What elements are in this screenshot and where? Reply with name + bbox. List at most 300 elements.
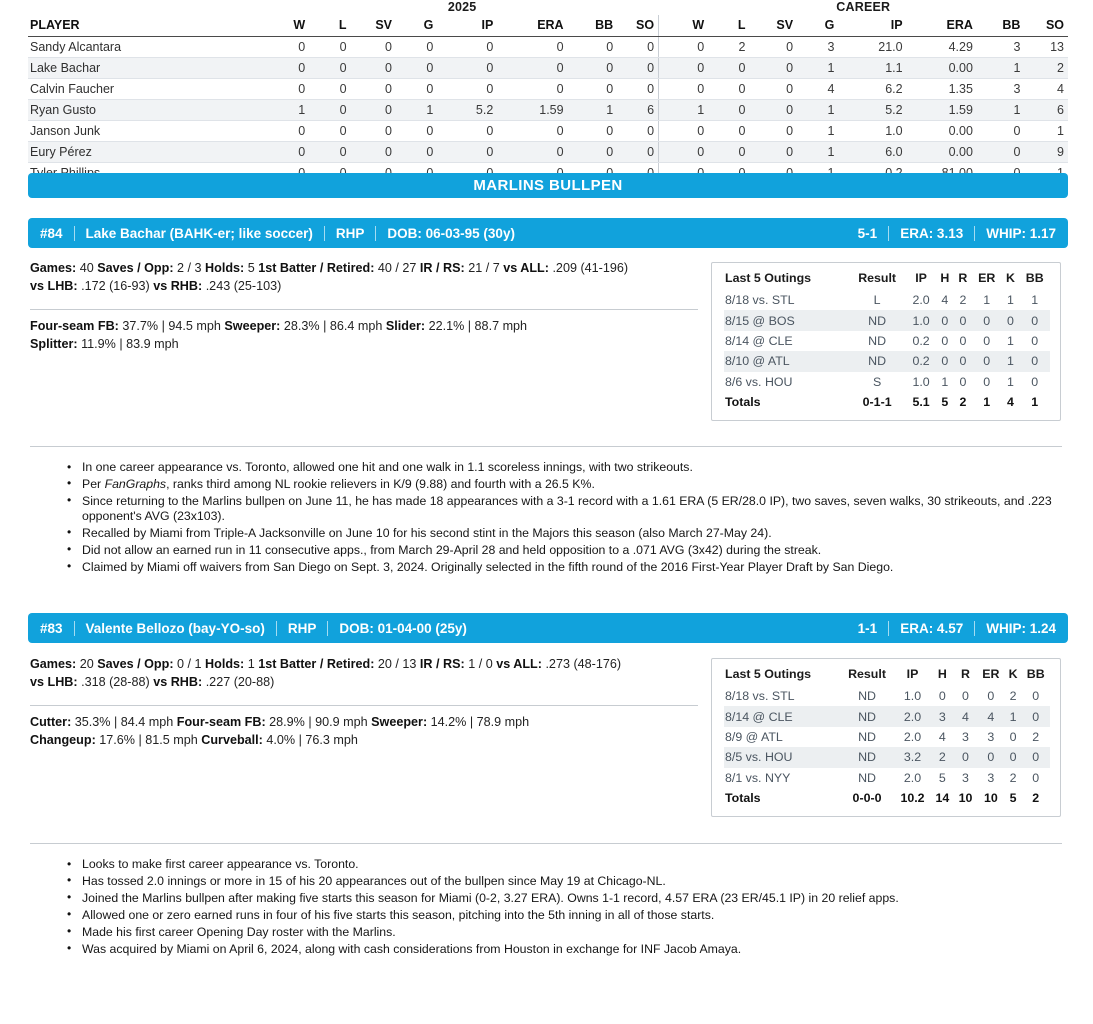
cell-career-g: 4 <box>797 79 838 100</box>
separator <box>324 226 325 241</box>
separator <box>974 226 975 241</box>
outings-col-h: H <box>937 667 947 681</box>
cell-2025-ip: 0 <box>437 121 497 142</box>
cell-career-g: 3 <box>797 37 838 58</box>
outing-cell: 8/15 @ BOS <box>724 310 848 330</box>
outings-col-er: ER <box>978 271 996 285</box>
outing-cell: 1 <box>1031 293 1039 308</box>
outing-row <box>724 727 1050 747</box>
outings-total-cell: 2 <box>954 392 972 412</box>
stat-label: Curveball: <box>201 732 267 747</box>
outing-cell: 0 <box>959 374 967 389</box>
outings-col-ip: IP <box>915 271 927 285</box>
separator <box>327 621 328 636</box>
table-row <box>28 142 1068 163</box>
cell-career-era: 0.00 <box>907 58 977 79</box>
separator <box>375 226 376 241</box>
stat-label: Splitter: <box>30 336 82 351</box>
list-item: • Claimed by Miami off waivers from San Diego on Sept. 3, 2024. Originally selected in the fifth round of the 2016 First-Year Player Draft by San Diego. <box>80 560 1062 575</box>
outing-cell: 0 <box>941 333 949 348</box>
cell-career-bb: 1 <box>977 100 1025 121</box>
cell-career-w: 0 <box>659 37 709 58</box>
cell-2025-l: 0 <box>309 79 350 100</box>
player-whip: WHIP: 1.24 <box>986 620 1056 636</box>
separator <box>888 621 889 636</box>
cell-2025-w: 1 <box>266 100 309 121</box>
cell-career-ip: 1.0 <box>838 121 906 142</box>
cell-career-ip: 21.0 <box>838 37 906 58</box>
player-whip: WHIP: 1.17 <box>986 225 1056 241</box>
cell-career-sv: 0 <box>750 121 798 142</box>
stat-value: 2 / 3 <box>177 261 206 275</box>
cell-2025-bb: 0 <box>568 121 618 142</box>
section-header-2025: 2025 <box>447 0 477 14</box>
outing-cell: 4 <box>954 706 977 726</box>
outing-row <box>724 372 1050 392</box>
col-2025-era: ERA <box>497 15 567 37</box>
stat-label: Holds: <box>205 261 248 275</box>
outings-header-row <box>724 269 1050 290</box>
cell-2025-sv: 0 <box>351 79 396 100</box>
cell-career-so: 4 <box>1024 79 1068 100</box>
outing-cell: ND <box>840 747 894 767</box>
cell-career-l: 0 <box>708 100 749 121</box>
cell-career-ip: 6.0 <box>838 142 906 163</box>
cell-2025-ip: 0 <box>437 37 497 58</box>
player-dob: DOB: 06-03-95 (30y) <box>387 225 515 241</box>
outings-total-cell: 0-0-0 <box>840 788 894 808</box>
cell-2025-l: 0 <box>309 58 350 79</box>
outing-cell: 1 <box>983 293 991 308</box>
cell-2025-l: 0 <box>309 37 350 58</box>
cell-2025-ip: 0 <box>437 58 497 79</box>
outing-cell: 8/10 @ ATL <box>724 351 848 371</box>
stat-value: 40 / 27 <box>377 261 420 275</box>
last-5-outings-table-bachar <box>711 262 1061 421</box>
outing-cell: 0 <box>1031 333 1039 348</box>
section-banner-marlins-bullpen <box>28 173 1068 198</box>
cell-2025-bb: 0 <box>568 142 618 163</box>
list-item: • Did not allow an earned run in 11 consecutive apps., from March 29-April 28 and held opposition to a .071 AVG (3x42) during the streak. <box>80 543 1062 558</box>
outing-cell: 8/14 @ CLE <box>725 333 793 348</box>
cell-2025-era: 0 <box>497 142 567 163</box>
outings-table <box>724 665 1050 808</box>
outing-cell: 4 <box>977 706 1005 726</box>
outing-row <box>724 310 1050 330</box>
outings-col-ip: IP <box>906 667 919 681</box>
outings-col-er: ER <box>982 667 1000 681</box>
cell-2025-bb: 0 <box>568 79 618 100</box>
outings-total-cell: Totals <box>724 788 840 808</box>
player-name: Valente Bellozo (bay-YO-so) <box>85 620 265 636</box>
outing-cell: 0 <box>972 351 1002 371</box>
cell-2025-sv: 0 <box>351 121 396 142</box>
outings-col-last-5-outings: Last 5 Outings <box>725 667 812 681</box>
outing-cell: 0 <box>936 351 954 371</box>
separator <box>276 621 277 636</box>
stat-value: .209 (41-196) <box>552 261 629 275</box>
outing-cell: ND <box>858 689 876 704</box>
player-number: #84 <box>40 225 63 241</box>
col-2025-bb: BB <box>568 15 618 37</box>
cell-career-l: 0 <box>708 121 749 142</box>
stat-label: Sweeper: <box>224 319 284 333</box>
stat-value: 37.7% | 94.5 mph <box>122 319 225 333</box>
cell-career-so: 13 <box>1024 37 1068 58</box>
list-item: • Recalled by Miami from Triple-A Jacksonville on June 10 for his second stint in the Majors this season (also March 27-May 24). <box>80 526 1062 541</box>
outings-totals-row <box>724 392 1050 412</box>
outing-cell: 0 <box>936 310 954 330</box>
cell-2025-era: 0 <box>497 37 567 58</box>
outing-cell: 1 <box>1001 351 1019 371</box>
outings-header-row <box>724 665 1050 686</box>
outings-total-cell: 0-1-1 <box>848 392 906 412</box>
outing-cell: 8/18 vs. STL <box>725 689 795 704</box>
outing-cell: 1 <box>1007 374 1014 389</box>
cell-2025-sv: 0 <box>351 100 396 121</box>
outing-cell: 3 <box>962 770 969 785</box>
separator <box>74 621 75 636</box>
outing-cell: 1.0 <box>912 374 930 389</box>
cell-2025-so: 0 <box>617 121 658 142</box>
list-item: • Has tossed 2.0 innings or more in 15 of his 20 appearances out of the bullpen since May 19 at Chicago-NL. <box>80 874 1062 889</box>
table-row <box>28 58 1068 79</box>
outing-cell: 1 <box>1007 333 1014 348</box>
outing-cell: 0.2 <box>906 351 936 371</box>
outing-cell: ND <box>848 351 906 371</box>
col-career-g: G <box>797 15 838 37</box>
outing-cell: S <box>873 374 882 389</box>
col-career-so: SO <box>1024 15 1068 37</box>
cell-2025-ip: 0 <box>437 79 497 100</box>
spacer-cell <box>28 0 266 15</box>
outing-row <box>724 747 1050 767</box>
stat-value: .273 (48-176) <box>545 657 622 671</box>
col-2025-ip: IP <box>437 15 497 37</box>
outings-col-h: H <box>940 271 950 285</box>
outing-cell: 2 <box>959 293 967 308</box>
table-row <box>28 100 1068 121</box>
col-career-w: W <box>659 15 709 37</box>
outing-cell: 2 <box>1009 770 1017 785</box>
outings-total-cell: 1 <box>1019 392 1050 412</box>
cell-career-w: 0 <box>659 121 709 142</box>
player-notes-bachar <box>62 460 1062 577</box>
cell-2025-ip: 0 <box>437 142 497 163</box>
outing-cell: ND <box>848 310 906 330</box>
cell-career-so: 6 <box>1024 100 1068 121</box>
outing-cell: 0 <box>987 689 995 704</box>
player-record: 5-1 <box>857 225 878 241</box>
player-era: ERA: 3.13 <box>900 225 964 241</box>
stat-label: Holds: <box>205 657 248 671</box>
section-banner-label: MARLINS BULLPEN <box>473 177 623 194</box>
cell-2025-l: 0 <box>309 121 350 142</box>
cell-career-so: 9 <box>1024 142 1068 163</box>
cell-player: Sandy Alcantara <box>28 37 266 58</box>
cell-career-w: 0 <box>659 58 709 79</box>
outing-cell: 1.0 <box>906 310 936 330</box>
player-name: Lake Bachar (BAHK-er; like soccer) <box>85 225 313 241</box>
cell-2025-so: 0 <box>617 37 658 58</box>
cell-career-ip: 1.1 <box>838 58 906 79</box>
table-row <box>28 121 1068 142</box>
outings-col-bb: BB <box>1026 667 1045 681</box>
col-2025-sv: SV <box>351 15 396 37</box>
cell-career-l: 0 <box>708 142 749 163</box>
outing-cell: 0 <box>938 689 946 704</box>
outing-cell: 3.2 <box>894 747 931 767</box>
outings-col-r: R <box>958 271 968 285</box>
outing-cell: 0 <box>954 747 977 767</box>
cell-player: Calvin Faucher <box>28 79 266 100</box>
cell-2025-era: 0 <box>497 58 567 79</box>
outing-cell: 2.0 <box>912 293 930 308</box>
outing-cell: 0 <box>983 374 991 389</box>
outing-cell: 0 <box>1021 747 1050 767</box>
outings-total-cell: 5 <box>1005 788 1022 808</box>
col-career-bb: BB <box>977 15 1025 37</box>
player-header-right <box>858 621 1056 636</box>
outings-col-k: K <box>1005 271 1015 285</box>
stat-value: 40 <box>79 261 98 275</box>
cell-career-era: 0.00 <box>907 121 977 142</box>
cell-2025-so: 0 <box>617 58 658 79</box>
outings-total-cell: 1 <box>972 392 1002 412</box>
stat-value: 28.3% | 86.4 mph <box>283 319 386 333</box>
outing-cell: 0 <box>983 333 991 348</box>
outing-cell: 4 <box>941 293 949 308</box>
outing-cell: 2 <box>931 747 954 767</box>
stat-label: vs LHB: <box>30 674 82 689</box>
cell-2025-l: 0 <box>309 100 350 121</box>
cell-2025-bb: 1 <box>568 100 618 121</box>
outing-cell: 0 <box>1021 706 1050 726</box>
stat-value: .318 (28-88) <box>81 674 154 689</box>
player-header-bar-bellozo[interactable] <box>28 613 1068 643</box>
outing-cell: ND <box>840 706 894 726</box>
cell-career-bb: 3 <box>977 79 1025 100</box>
outings-total-cell: 5 <box>936 392 954 412</box>
cell-career-g: 1 <box>797 142 838 163</box>
outing-cell: 8/1 vs. NYY <box>725 770 791 785</box>
stat-label: Changeup: <box>30 732 100 747</box>
player-pitch-mix-bellozo <box>30 714 698 749</box>
cell-career-ip: 5.2 <box>838 100 906 121</box>
stat-value: .243 (25-103) <box>205 278 282 293</box>
table-row <box>28 37 1068 58</box>
stat-label: 1st Batter / Retired: <box>258 261 378 275</box>
outings-total-cell: 4 <box>1001 392 1019 412</box>
cell-career-era: 1.59 <box>907 100 977 121</box>
stat-label: IR / RS: <box>419 657 469 671</box>
outing-row <box>724 686 1050 706</box>
cell-career-g: 1 <box>797 100 838 121</box>
cell-2025-so: 6 <box>617 100 658 121</box>
outings-col-result: Result <box>858 271 897 285</box>
stat-value: 5 <box>247 261 259 275</box>
stat-label: vs ALL: <box>496 657 546 671</box>
divider <box>30 705 698 706</box>
list-item: • Per FanGraphs, ranks third among NL rookie relievers in K/9 (9.88) and fourth with a 26.5 K%. <box>80 477 1062 492</box>
stat-value: 14.2% | 78.9 mph <box>430 715 530 729</box>
cell-player: Eury Pérez <box>28 142 266 163</box>
divider <box>30 309 698 310</box>
outing-cell: 0 <box>1031 374 1039 389</box>
outings-table <box>724 269 1050 412</box>
stat-value: .172 (16-93) <box>81 278 154 293</box>
separator <box>888 226 889 241</box>
cell-career-sv: 0 <box>750 100 798 121</box>
outing-cell: L <box>873 293 881 308</box>
cell-2025-bb: 0 <box>568 58 618 79</box>
col-2025-so: SO <box>617 15 658 37</box>
stat-label: Four-seam FB: <box>30 319 123 333</box>
player-era: ERA: 4.57 <box>900 620 964 636</box>
cell-2025-sv: 0 <box>351 37 396 58</box>
player-header-right <box>858 226 1056 241</box>
cell-career-era: 4.29 <box>907 37 977 58</box>
list-item: • Allowed one or zero earned runs in four of his five starts this season, pitching into the 5th inning in all of those starts. <box>80 908 1062 923</box>
divider <box>30 843 1062 844</box>
stat-label: Games: <box>30 261 80 275</box>
stat-label: Saves / Opp: <box>97 261 178 275</box>
outing-cell: 3 <box>987 729 995 744</box>
cell-2025-sv: 0 <box>351 58 396 79</box>
stats-column-header-row <box>28 15 1068 37</box>
list-item: • Was acquired by Miami on April 6, 2024, along with cash considerations from Houston in exchange for INF Jacob Amaya. <box>80 942 1062 957</box>
outings-total-cell: 14 <box>931 788 954 808</box>
outing-cell: 2.0 <box>894 706 931 726</box>
stat-label: IR / RS: <box>419 261 469 275</box>
cell-2025-g: 0 <box>396 79 437 100</box>
col-career-l: L <box>708 15 749 37</box>
outing-row <box>724 331 1050 351</box>
stat-value: 20 <box>79 657 98 671</box>
table-row <box>28 79 1068 100</box>
outings-total-cell: 2 <box>1021 788 1050 808</box>
cell-career-so: 2 <box>1024 58 1068 79</box>
outing-cell: 8/9 @ ATL <box>725 729 783 744</box>
stats-section-header-row <box>28 0 1068 15</box>
stat-value: .227 (20-88) <box>205 674 275 689</box>
outings-col-result: Result <box>848 667 886 681</box>
cell-career-w: 0 <box>659 142 709 163</box>
cell-career-l: 0 <box>708 79 749 100</box>
outings-total-cell: 10 <box>977 788 1005 808</box>
cell-player: Lake Bachar <box>28 58 266 79</box>
stat-value: 1 / 0 <box>468 657 497 671</box>
cell-2025-w: 0 <box>266 37 309 58</box>
cell-career-era: 1.35 <box>907 79 977 100</box>
stat-label: Slider: <box>385 319 429 333</box>
stat-label: vs ALL: <box>503 261 553 275</box>
col-career-ip: IP <box>838 15 906 37</box>
outing-cell: 0 <box>1005 747 1022 767</box>
cell-2025-so: 0 <box>617 142 658 163</box>
outing-cell: 0 <box>1032 770 1040 785</box>
pitching-stats-table <box>28 0 1068 184</box>
cell-career-w: 1 <box>659 100 709 121</box>
cell-career-l: 0 <box>708 58 749 79</box>
outing-cell: 0 <box>977 747 1005 767</box>
separator <box>974 621 975 636</box>
note-emphasis: FanGraphs <box>104 476 167 491</box>
outing-row <box>724 768 1050 788</box>
stat-label: Cutter: <box>30 715 75 729</box>
stat-value: 20 / 13 <box>377 657 420 671</box>
cell-2025-w: 0 <box>266 58 309 79</box>
cell-career-bb: 0 <box>977 121 1025 142</box>
cell-career-bb: 1 <box>977 58 1025 79</box>
stat-label: Games: <box>30 657 80 671</box>
outing-cell: 0 <box>1019 310 1050 330</box>
cell-career-w: 0 <box>659 79 709 100</box>
outing-cell: 4 <box>938 729 946 744</box>
outing-cell: 0 <box>954 310 972 330</box>
cell-2025-w: 0 <box>266 79 309 100</box>
outing-row <box>724 706 1050 726</box>
stat-value: 17.6% | 81.5 mph <box>99 732 202 747</box>
col-career-sv: SV <box>750 15 798 37</box>
outing-cell: 8/5 vs. HOU <box>724 747 840 767</box>
outing-cell: 2.0 <box>903 729 922 744</box>
cell-2025-w: 0 <box>266 142 309 163</box>
player-pitch-mix-bachar <box>30 318 698 353</box>
col-2025-l: L <box>309 15 350 37</box>
stat-label: vs RHB: <box>153 278 206 293</box>
col-2025-g: G <box>396 15 437 37</box>
cell-2025-era: 1.59 <box>497 100 567 121</box>
list-item: • In one career appearance vs. Toronto, allowed one hit and one walk in 1.1 scoreless innings, with two strikeouts. <box>80 460 1062 475</box>
outing-cell: 0.2 <box>912 333 930 348</box>
stats-table-body <box>28 37 1068 184</box>
outing-cell: 8/6 vs. HOU <box>725 374 793 389</box>
stat-label: vs LHB: <box>30 278 82 293</box>
outing-cell: 0 <box>972 310 1002 330</box>
cell-career-sv: 0 <box>750 58 798 79</box>
outings-totals-row <box>724 788 1050 808</box>
outing-cell: 2.0 <box>903 770 922 785</box>
stat-label: vs RHB: <box>153 674 206 689</box>
outing-cell: 0 <box>1001 310 1019 330</box>
cell-2025-g: 0 <box>396 142 437 163</box>
cell-2025-g: 1 <box>396 100 437 121</box>
outings-col-r: R <box>961 667 970 681</box>
outing-cell: 2 <box>1032 729 1040 744</box>
cell-2025-g: 0 <box>396 121 437 142</box>
outing-cell: 1 <box>1007 293 1014 308</box>
cell-2025-w: 0 <box>266 121 309 142</box>
list-item: • Made his first career Opening Day roster with the Marlins. <box>80 925 1062 940</box>
outings-col-k: K <box>1008 667 1018 681</box>
outings-total-cell: Totals <box>724 392 848 412</box>
cell-career-ip: 6.2 <box>838 79 906 100</box>
cell-career-era: 0.00 <box>907 142 977 163</box>
player-throwing-hand: RHP <box>287 620 317 636</box>
player-header-bar-bachar[interactable] <box>28 218 1068 248</box>
cell-2025-era: 0 <box>497 79 567 100</box>
cell-career-sv: 0 <box>750 37 798 58</box>
cell-2025-bb: 0 <box>568 37 618 58</box>
player-splits-bellozo <box>30 656 698 691</box>
cell-2025-so: 0 <box>617 79 658 100</box>
outing-cell: 1 <box>1005 706 1022 726</box>
outings-total-cell: 10 <box>954 788 977 808</box>
player-dob: DOB: 01-04-00 (25y) <box>339 620 467 636</box>
stat-label: Saves / Opp: <box>97 657 178 671</box>
outing-cell: 2 <box>1009 689 1017 704</box>
